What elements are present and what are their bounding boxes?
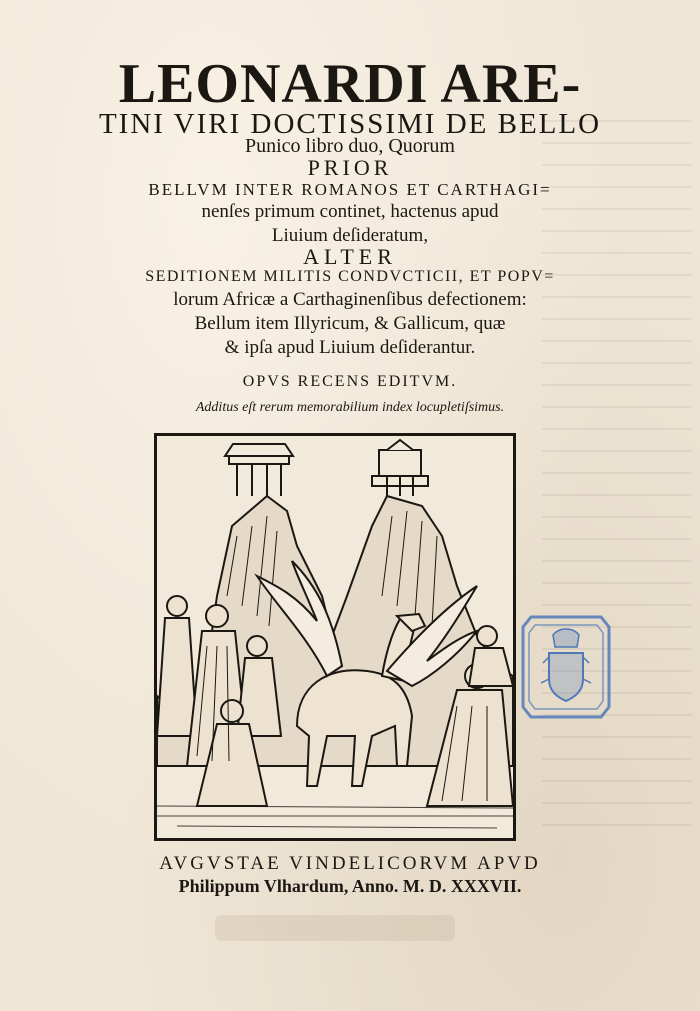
pegasus-with-muses-woodcut-icon (154, 433, 516, 841)
temples (225, 440, 428, 496)
title-line-7: Liuium deſideratum, (271, 225, 429, 246)
woodcut-drawing (157, 436, 513, 838)
title-line-9: SEDITIONEM MILITIS CONDVCTICII, ET POPV= (145, 268, 555, 285)
imprint-printer-line: Philippum Vlhardum, Anno. M. D. XXXVII. (178, 876, 522, 896)
title-line-10: lorum Africæ a Carthaginenſibus defectionem: (173, 289, 527, 310)
paper-stain (215, 915, 455, 941)
alter-heading: ALTER (303, 244, 397, 269)
title-author-line: LEONARDI ARE- (118, 53, 582, 115)
library-coat-of-arms-stamp-icon (521, 613, 611, 721)
title-line-12: & ipſa apud Liuium deſiderantur. (224, 337, 476, 358)
opus-recens-line: OPVS RECENS EDITVM. (242, 373, 458, 390)
title-line-11: Bellum item Illyricum, & Gallicum, quæ (194, 313, 506, 334)
prior-heading: PRIOR (307, 155, 393, 180)
imprint-place-line: AVGVSTAE VINDELICORVM APVD (159, 853, 541, 874)
title-line-6: nenſes primum continet, hactenus apud (201, 201, 499, 222)
hatching (157, 806, 513, 828)
title-line-2: TINI VIRI DOCTISSIMI DE BELLO (98, 108, 602, 140)
title-line-5: BELLVM INTER ROMANOS ET CARTHAGI= (148, 180, 552, 199)
title-line-3: Punico libro duo, Quorum (245, 135, 455, 157)
index-note-line: Additus eſt rerum memorabilium index locupletiſsimus. (195, 400, 505, 415)
stamp-drawing (521, 613, 611, 721)
